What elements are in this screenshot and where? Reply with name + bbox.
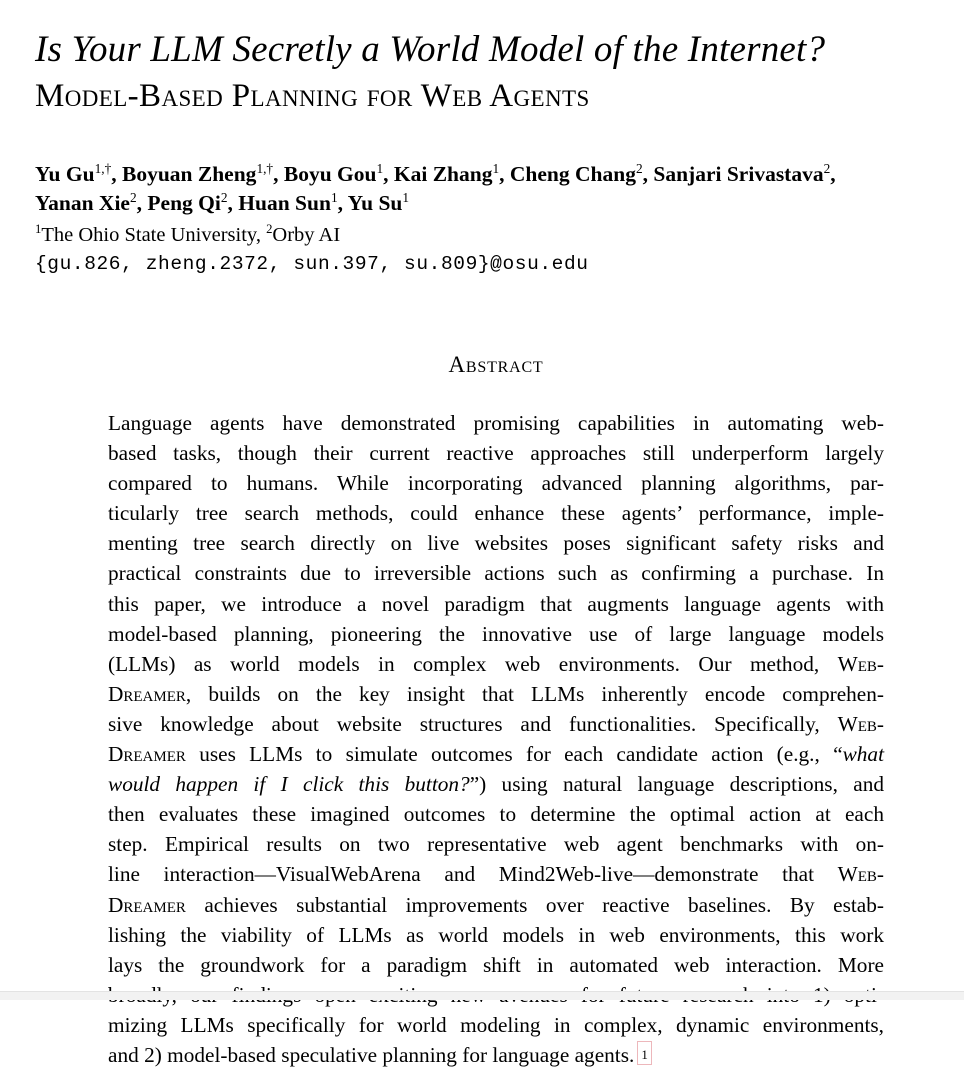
abstract-line: lishing the viability of LLMs as world models in web environments, this work [108,922,884,947]
abstract-line: lays the groundwork for a paradigm shift in automated web interaction. More [108,952,884,977]
author-affiliation-marker: 2 [635,160,643,176]
abstract-line: practical constraints due to irreversible actions such as confirming a purchase. In [108,561,884,586]
method-name-fragment: Dreamer [108,681,186,706]
quoted-example: would happen if I click this button? [108,772,470,797]
author-name: Huan Sun [238,191,331,215]
abstract-line: Dreamer uses LLMs to simulate outcomes for each candidate action (e.g., “what [108,742,884,767]
title-line-primary: Is Your LLM Secretly a World Model of the Internet? [35,29,826,70]
affiliation-name: Orby AI [272,224,341,246]
author-affiliation-marker: 2 [823,160,831,176]
author-list [0,160,964,218]
affiliation-marker: 2 [266,222,273,237]
method-name-fragment: Dreamer [108,742,186,767]
abstract-line: then evaluates these imagined outcomes to determine the optimal action at each [108,802,884,827]
author-name: Boyu Gou [283,162,377,186]
abstract-line: Dreamer achieves substantial improvements over reactive baselines. By estab- [108,892,884,917]
author-name: Yu Gu [35,162,95,186]
author-affiliation-marker: 1 [376,160,384,176]
page-bottom-edge [0,991,964,1000]
author-name: Peng Qi [147,191,221,215]
abstract-line: ticularly tree search methods, could enhance these agents’ performance, imple- [108,501,884,526]
abstract-line: step. Empirical results on two representative web agent benchmarks with on- [108,832,884,857]
method-name-fragment: Web- [837,862,884,887]
abstract-line: menting tree search directly on live websites poses significant safety risks and [108,531,884,556]
method-name-fragment: Web- [837,651,884,676]
footnote-marker: 1 [641,1046,648,1062]
author-name: Yanan Xie [35,191,130,215]
quoted-example: what [842,742,884,767]
abstract-line: mizing LLMs specifically for world modeling in complex, dynamic environments, [108,1012,884,1037]
abstract-line: this paper, we introduce a novel paradigm that augments language agents with [108,591,884,616]
author-line-1: Yu $Gu^{1,\dagger}$, Boyuan Zheng$^{1,\dagger}$, Boyu Gou$^1$, Kai Zhang$^1$, Cheng Chang$^2$, Sanjari Srivastava$^2$, [35,160,836,186]
contact-email-line: {gu.826, zheng.2372, sun.397, su.809}@osu.edu [35,253,589,275]
abstract-heading: Abstract [448,352,544,377]
author-affiliation-marker: 1 [402,189,410,205]
abstract-line: sive knowledge about website structures and functionalities. Specifically, Web- [108,711,884,736]
abstract-line: compared to humans. While incorporating advanced planning algorithms, par- [108,471,884,496]
author-affiliation-marker: 1,† [94,160,112,176]
author-affiliation-marker: 1 [492,160,500,176]
abstract-line: Dreamer, builds on the key insight that LLMs inherently encode comprehen- [108,681,884,706]
paper-title [0,0,964,118]
title-line-secondary: Model-Based Planning for Web Agents [35,78,590,114]
abstract-line: and 2) model-based speculative planning for language agents. 1 [108,1040,884,1070]
author-affiliation-marker: 1,† [256,160,274,176]
author-affiliation-marker: 2 [129,189,137,205]
abstract-line: would happen if I click this button?”) using natural language descriptions, and [108,772,884,797]
author-name: Kai Zhang [393,162,493,186]
abstract-line: (LLMs) as world models in complex web environments. Our method, Web- [108,651,884,676]
abstract-line: model-based planning, pioneering the innovative use of large language models [108,621,884,646]
footnote-link[interactable] [637,1041,652,1065]
author-name: Sanjari Srivastava [653,162,824,186]
affiliation-marker: 1 [35,222,42,237]
affiliation-name: The Ohio State University [41,224,256,246]
author-name: Cheng Chang [509,162,636,186]
abstract-body [108,408,884,1070]
method-name-fragment: Web- [837,711,884,736]
author-affiliation-marker: 2 [220,189,228,205]
author-name: Boyuan Zheng [122,162,257,186]
author-name: Yu Su [347,191,403,215]
abstract-line: based tasks, though their current reactive approaches still underperform largely [108,441,884,466]
abstract-line: line interaction—VisualWebArena and Mind2Web-live—demonstrate that Web- [108,862,884,887]
affiliation-line: $^1$The Ohio State University, $^2$Orby AI [35,222,341,246]
author-affiliation-marker: 1 [330,189,338,205]
author-line-2: Yanan Xie$^2$, Peng Qi$^2$, Huan Sun$^1$, Yu Su$^1$ [35,189,410,215]
method-name-fragment: Dreamer [108,892,186,917]
abstract-line: Language agents have demonstrated promising capabilities in automating web- [108,411,884,435]
